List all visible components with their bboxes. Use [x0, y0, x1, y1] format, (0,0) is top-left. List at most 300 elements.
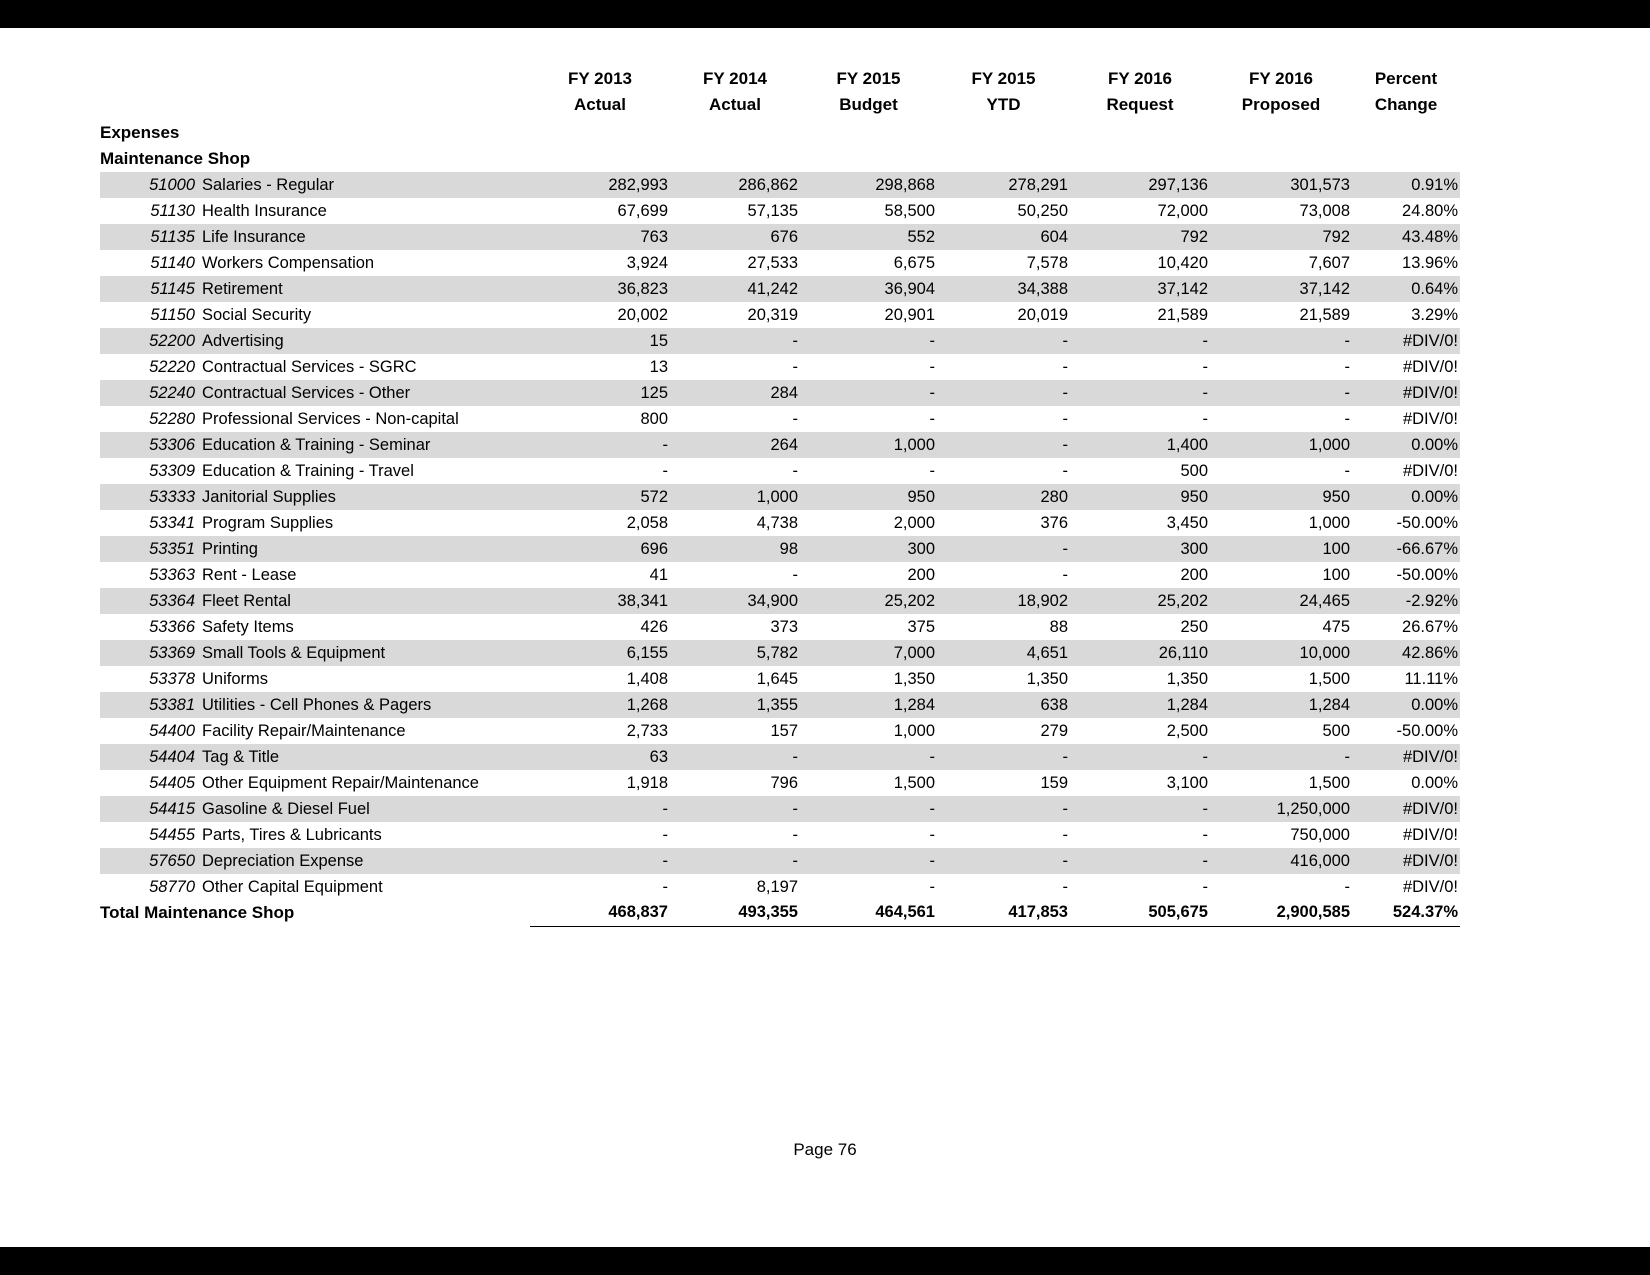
cell-value: 800	[640, 409, 668, 428]
cell-value: 500	[1180, 461, 1208, 480]
cell-value: -	[800, 380, 937, 406]
bottom-black-border	[0, 1247, 1650, 1275]
cell-value: 2,500	[1166, 721, 1208, 740]
account-label: Professional Services - Non-capital	[202, 409, 459, 428]
total-value: 505,675	[1070, 900, 1210, 926]
expense-row	[100, 354, 1460, 380]
account-label: Education & Training - Seminar	[195, 432, 530, 458]
cell-value: -	[1344, 877, 1350, 896]
cell-value: 297,136	[1070, 172, 1210, 198]
cell-value: -	[1202, 825, 1208, 844]
account-code: 54400	[149, 721, 195, 740]
account-label: Education & Training - Travel	[202, 461, 414, 480]
account-label: Printing	[195, 536, 530, 562]
cell-value: -50.00%	[1396, 513, 1458, 532]
cell-value: 750,000	[1290, 825, 1350, 844]
cell-value: 0.00%	[1352, 692, 1460, 718]
cell-value: 25,202	[1070, 588, 1210, 614]
expense-row	[100, 276, 1460, 302]
expense-row	[100, 744, 1460, 770]
expense-row	[100, 848, 1460, 874]
cell-value: 1,000	[893, 721, 935, 740]
account-label: Social Security	[202, 305, 312, 324]
cell-value: 38,341	[530, 588, 670, 614]
cell-value: -	[800, 744, 937, 770]
expense-row	[100, 302, 1460, 328]
account-label: Depreciation Expense	[195, 848, 530, 874]
cell-value: 286,862	[670, 172, 800, 198]
expense-row	[100, 224, 1460, 250]
expense-row	[100, 718, 1460, 744]
account-code: 53333	[100, 484, 195, 510]
cell-value: 58,500	[884, 201, 935, 220]
cell-value: 21,589	[1299, 305, 1350, 324]
cell-value: -	[530, 796, 670, 822]
expense-row	[100, 172, 1460, 198]
account-code: 53306	[100, 432, 195, 458]
expense-row	[100, 640, 1460, 666]
cell-value: -	[530, 432, 670, 458]
account-label: Other Equipment Repair/Maintenance	[202, 773, 479, 792]
expense-row	[100, 536, 1460, 562]
cell-value: 500	[1322, 721, 1350, 740]
cell-value: -	[792, 409, 798, 428]
cell-value: 278,291	[937, 172, 1070, 198]
cell-value: 1,268	[530, 692, 670, 718]
account-code: 57650	[100, 848, 195, 874]
cell-value: 36,823	[530, 276, 670, 302]
account-code: 53363	[149, 565, 195, 584]
account-label: Rent - Lease	[202, 565, 297, 584]
cell-value: -	[1070, 328, 1210, 354]
cell-value: 0.00%	[1411, 773, 1458, 792]
cell-value: #DIV/0!	[1402, 357, 1458, 376]
cell-value: 20,319	[747, 305, 798, 324]
cell-value: 88	[1049, 617, 1068, 636]
cell-value: 298,868	[800, 172, 937, 198]
section-expenses-row	[100, 120, 1460, 146]
group-maintenance-shop-row	[100, 146, 1460, 172]
cell-value: -	[1344, 357, 1350, 376]
account-label: Uniforms	[202, 669, 269, 688]
account-code: 52200	[100, 328, 195, 354]
account-label: Janitorial Supplies	[195, 484, 530, 510]
cell-value: -	[792, 825, 798, 844]
account-label: Contractual Services - SGRC	[202, 357, 417, 376]
cell-value: -	[937, 536, 1070, 562]
cell-value: -	[1344, 409, 1350, 428]
cell-value: 41,242	[670, 276, 800, 302]
total-label: Total Maintenance Shop	[100, 903, 295, 922]
cell-value: -	[800, 328, 937, 354]
cell-value: 1,000	[1210, 432, 1352, 458]
cell-value: 21,589	[1157, 305, 1208, 324]
account-label: Parts, Tires & Lubricants	[202, 825, 382, 844]
cell-value: 1,500	[893, 773, 935, 792]
cell-value: -	[1062, 409, 1068, 428]
total-value: 493,355	[670, 900, 800, 926]
account-code: 53381	[100, 692, 195, 718]
cell-value: 159	[1040, 773, 1068, 792]
cell-value: 416,000	[1210, 848, 1352, 874]
cell-value: -	[937, 848, 1070, 874]
cell-value: -	[1062, 461, 1068, 480]
expense-row	[100, 796, 1460, 822]
cell-value: 100	[1210, 536, 1352, 562]
column-header: FY 2015 Budget	[836, 69, 901, 114]
cell-value: -	[1344, 461, 1350, 480]
cell-value: 264	[670, 432, 800, 458]
cell-value: 696	[530, 536, 670, 562]
cell-value: 1,408	[626, 669, 668, 688]
cell-value: 301,573	[1210, 172, 1352, 198]
account-code: 53364	[100, 588, 195, 614]
cell-value: 2,058	[626, 513, 668, 532]
cell-value: 3,924	[626, 253, 668, 272]
cell-value: 0.64%	[1352, 276, 1460, 302]
cell-value: -	[929, 825, 935, 844]
cell-value: 43.48%	[1352, 224, 1460, 250]
cell-value: -	[1070, 380, 1210, 406]
total-value: 2,900,585	[1210, 900, 1352, 926]
cell-value: -2.92%	[1352, 588, 1460, 614]
cell-value: 72,000	[1157, 201, 1208, 220]
cell-value: 1,000	[800, 432, 937, 458]
cell-value: -	[1070, 744, 1210, 770]
cell-value: -	[1202, 409, 1208, 428]
cell-value: 67,699	[617, 201, 668, 220]
cell-value: 24.80%	[1402, 201, 1458, 220]
cell-value: -	[670, 848, 800, 874]
cell-value: 250	[1180, 617, 1208, 636]
cell-value: #DIV/0!	[1402, 461, 1458, 480]
cell-value: 676	[670, 224, 800, 250]
total-value: 417,853	[937, 900, 1070, 926]
expense-row	[100, 666, 1460, 692]
expense-row	[100, 692, 1460, 718]
cell-value: 98	[670, 536, 800, 562]
account-label: Small Tools & Equipment	[195, 640, 530, 666]
account-code: 54405	[149, 773, 195, 792]
cell-value: -	[1202, 357, 1208, 376]
cell-value: -	[937, 432, 1070, 458]
expense-row	[100, 406, 1460, 432]
expense-row	[100, 588, 1460, 614]
cell-value: -	[1210, 328, 1352, 354]
cell-value: 13	[649, 357, 668, 376]
cell-value: 1,250,000	[1210, 796, 1352, 822]
cell-value: 792	[1070, 224, 1210, 250]
cell-value: 27,533	[747, 253, 798, 272]
header-spacer	[100, 66, 530, 120]
account-label: Advertising	[195, 328, 530, 354]
cell-value: #DIV/0!	[1352, 380, 1460, 406]
total-value: 524.37%	[1352, 900, 1460, 926]
cell-value: 34,900	[670, 588, 800, 614]
cell-value: 157	[770, 721, 798, 740]
column-header: FY 2014 Actual	[703, 69, 767, 114]
cell-value: 26.67%	[1402, 617, 1458, 636]
page-number: Page 76	[793, 1140, 857, 1159]
account-label: Safety Items	[202, 617, 294, 636]
expense-row	[100, 484, 1460, 510]
cell-value: 300	[800, 536, 937, 562]
cell-value: -	[929, 877, 935, 896]
cell-value: 200	[1180, 565, 1208, 584]
cell-value: 763	[530, 224, 670, 250]
cell-value: -	[937, 796, 1070, 822]
cell-value: -	[929, 409, 935, 428]
account-label: Utilities - Cell Phones & Pagers	[195, 692, 530, 718]
cell-value: 1,500	[1308, 669, 1350, 688]
column-header: Percent Change	[1374, 69, 1438, 114]
cell-value: 7,578	[1026, 253, 1068, 272]
cell-value: 25,202	[800, 588, 937, 614]
cell-value: -	[937, 328, 1070, 354]
cell-value: -	[1070, 796, 1210, 822]
cell-value: 1,284	[800, 692, 937, 718]
cell-value: -	[1070, 848, 1210, 874]
account-code: 52240	[100, 380, 195, 406]
cell-value: 20,002	[617, 305, 668, 324]
cell-value: 20,019	[1017, 305, 1068, 324]
cell-value: -	[800, 848, 937, 874]
cell-value: 373	[770, 617, 798, 636]
account-code: 51140	[150, 253, 195, 272]
account-label: Other Capital Equipment	[202, 877, 383, 896]
cell-value: 1,400	[1070, 432, 1210, 458]
cell-value: #DIV/0!	[1352, 796, 1460, 822]
budget-table	[100, 66, 1460, 927]
cell-value: 36,904	[800, 276, 937, 302]
cell-value: #DIV/0!	[1402, 409, 1458, 428]
account-code: 53341	[149, 513, 195, 532]
account-label: Life Insurance	[195, 224, 530, 250]
account-code: 51150	[150, 305, 195, 324]
cell-value: -	[1062, 357, 1068, 376]
cell-value: 1,284	[1210, 692, 1352, 718]
cell-value: 604	[937, 224, 1070, 250]
cell-value: 3,450	[1166, 513, 1208, 532]
cell-value: 24,465	[1210, 588, 1352, 614]
cell-value: -50.00%	[1396, 565, 1458, 584]
expense-row	[100, 458, 1460, 484]
budget-sheet	[100, 66, 1460, 927]
cell-value: 63	[530, 744, 670, 770]
cell-value: 7,607	[1308, 253, 1350, 272]
cell-value: 300	[1070, 536, 1210, 562]
column-header-row	[100, 66, 1460, 120]
account-label: Tag & Title	[195, 744, 530, 770]
cell-value: -66.67%	[1352, 536, 1460, 562]
account-label: Fleet Rental	[195, 588, 530, 614]
cell-value: 20,901	[884, 305, 935, 324]
cell-value: 3.29%	[1411, 305, 1458, 324]
cell-value: 638	[937, 692, 1070, 718]
cell-value: 26,110	[1070, 640, 1210, 666]
cell-value: 1,645	[756, 669, 798, 688]
total-value: 468,837	[530, 900, 670, 926]
top-black-border	[0, 0, 1650, 28]
cell-value: -	[1062, 877, 1068, 896]
cell-value: 1,350	[893, 669, 935, 688]
expense-row	[100, 380, 1460, 406]
cell-value: -	[670, 744, 800, 770]
account-label: Program Supplies	[202, 513, 334, 532]
cell-value: 1,000	[670, 484, 800, 510]
account-label: Health Insurance	[202, 201, 327, 220]
cell-value: 8,197	[756, 877, 798, 896]
cell-value: -	[662, 825, 668, 844]
column-header: FY 2015 YTD	[971, 69, 1036, 114]
cell-value: 282,993	[530, 172, 670, 198]
expense-row	[100, 874, 1460, 900]
total-row	[100, 900, 1460, 926]
account-code: 53378	[149, 669, 195, 688]
cell-value: 0.00%	[1352, 484, 1460, 510]
cell-value: 10,000	[1210, 640, 1352, 666]
cell-value: 2,733	[626, 721, 668, 740]
account-code: 54415	[100, 796, 195, 822]
account-code: 51145	[100, 276, 195, 302]
account-code: 53309	[149, 461, 195, 480]
cell-value: 0.00%	[1352, 432, 1460, 458]
cell-value: 279	[1040, 721, 1068, 740]
cell-value: 3,100	[1166, 773, 1208, 792]
account-code: 54455	[149, 825, 195, 844]
account-code: 53366	[149, 617, 195, 636]
expense-row	[100, 562, 1460, 588]
cell-value: 100	[1322, 565, 1350, 584]
account-code: 52280	[149, 409, 195, 428]
cell-value: -	[800, 796, 937, 822]
cell-value: 1,918	[626, 773, 668, 792]
cell-value: 2,000	[893, 513, 935, 532]
cell-value: 4,738	[756, 513, 798, 532]
cell-value: -	[792, 461, 798, 480]
cell-value: -	[670, 796, 800, 822]
cell-value: 0.91%	[1352, 172, 1460, 198]
cell-value: 42.86%	[1352, 640, 1460, 666]
cell-value: #DIV/0!	[1402, 877, 1458, 896]
account-code: 52220	[149, 357, 195, 376]
expense-row	[100, 198, 1460, 224]
account-code: 51130	[150, 201, 195, 220]
section-label: Expenses	[100, 123, 180, 142]
cell-value: 57,135	[747, 201, 798, 220]
cell-value: #DIV/0!	[1402, 825, 1458, 844]
cell-value: 7,000	[800, 640, 937, 666]
account-label: Salaries - Regular	[195, 172, 530, 198]
account-code: 53369	[100, 640, 195, 666]
cell-value: -	[662, 461, 668, 480]
cell-value: #DIV/0!	[1352, 848, 1460, 874]
cell-value: 1,000	[1308, 513, 1350, 532]
cell-value: 1,350	[1026, 669, 1068, 688]
cell-value: 796	[770, 773, 798, 792]
account-code: 51000	[100, 172, 195, 198]
cell-value: 15	[530, 328, 670, 354]
cell-value: -	[670, 328, 800, 354]
cell-value: #DIV/0!	[1352, 744, 1460, 770]
account-label: Retirement	[195, 276, 530, 302]
expense-row	[100, 614, 1460, 640]
cell-value: -50.00%	[1396, 721, 1458, 740]
cell-value: -	[792, 565, 798, 584]
cell-value: 1,500	[1308, 773, 1350, 792]
cell-value: 552	[800, 224, 937, 250]
cell-value: 125	[530, 380, 670, 406]
cell-value: 572	[530, 484, 670, 510]
cell-value: 284	[670, 380, 800, 406]
cell-value: -	[937, 744, 1070, 770]
account-label: Facility Repair/Maintenance	[202, 721, 406, 740]
cell-value: 37,142	[1210, 276, 1352, 302]
account-label: Contractual Services - Other	[195, 380, 530, 406]
cell-value: 950	[1070, 484, 1210, 510]
account-label: Workers Compensation	[202, 253, 375, 272]
cell-value: 792	[1210, 224, 1352, 250]
cell-value: 6,675	[893, 253, 935, 272]
column-header: FY 2013 Actual	[568, 69, 632, 114]
cell-value: 1,284	[1070, 692, 1210, 718]
cell-value: 34,388	[937, 276, 1070, 302]
expense-row	[100, 432, 1460, 458]
expense-row	[100, 770, 1460, 796]
account-code: 54404	[100, 744, 195, 770]
expense-row	[100, 328, 1460, 354]
account-code: 53351	[100, 536, 195, 562]
column-header: FY 2016 Request	[1106, 69, 1174, 114]
cell-value: 4,651	[937, 640, 1070, 666]
cell-value: 5,782	[670, 640, 800, 666]
cell-value: 200	[907, 565, 935, 584]
cell-value: 1,355	[670, 692, 800, 718]
cell-value: 950	[1210, 484, 1352, 510]
cell-value: -	[1062, 565, 1068, 584]
cell-value: 37,142	[1070, 276, 1210, 302]
expense-row	[100, 510, 1460, 536]
cell-value: 1,350	[1166, 669, 1208, 688]
cell-value: -	[1210, 744, 1352, 770]
cell-value: 50,250	[1017, 201, 1068, 220]
cell-value: -	[929, 461, 935, 480]
account-code: 51135	[100, 224, 195, 250]
cell-value: 950	[800, 484, 937, 510]
cell-value: -	[662, 877, 668, 896]
cell-value: 13.96%	[1402, 253, 1458, 272]
cell-value: -	[530, 848, 670, 874]
cell-value: -	[1210, 380, 1352, 406]
cell-value: 6,155	[530, 640, 670, 666]
cell-value: 475	[1322, 617, 1350, 636]
cell-value: -	[929, 357, 935, 376]
group-label: Maintenance Shop	[100, 149, 251, 168]
cell-value: #DIV/0!	[1352, 328, 1460, 354]
cell-value: 11.11%	[1404, 669, 1458, 688]
account-label: Gasoline & Diesel Fuel	[195, 796, 530, 822]
column-header: FY 2016 Proposed	[1241, 69, 1321, 114]
cell-value: 375	[907, 617, 935, 636]
total-value: 464,561	[800, 900, 937, 926]
cell-value: 280	[937, 484, 1070, 510]
account-code: 58770	[149, 877, 195, 896]
cell-value: 426	[640, 617, 668, 636]
cell-value: -	[1202, 877, 1208, 896]
expense-row	[100, 250, 1460, 276]
expense-row	[100, 822, 1460, 848]
cell-value: 10,420	[1157, 253, 1208, 272]
